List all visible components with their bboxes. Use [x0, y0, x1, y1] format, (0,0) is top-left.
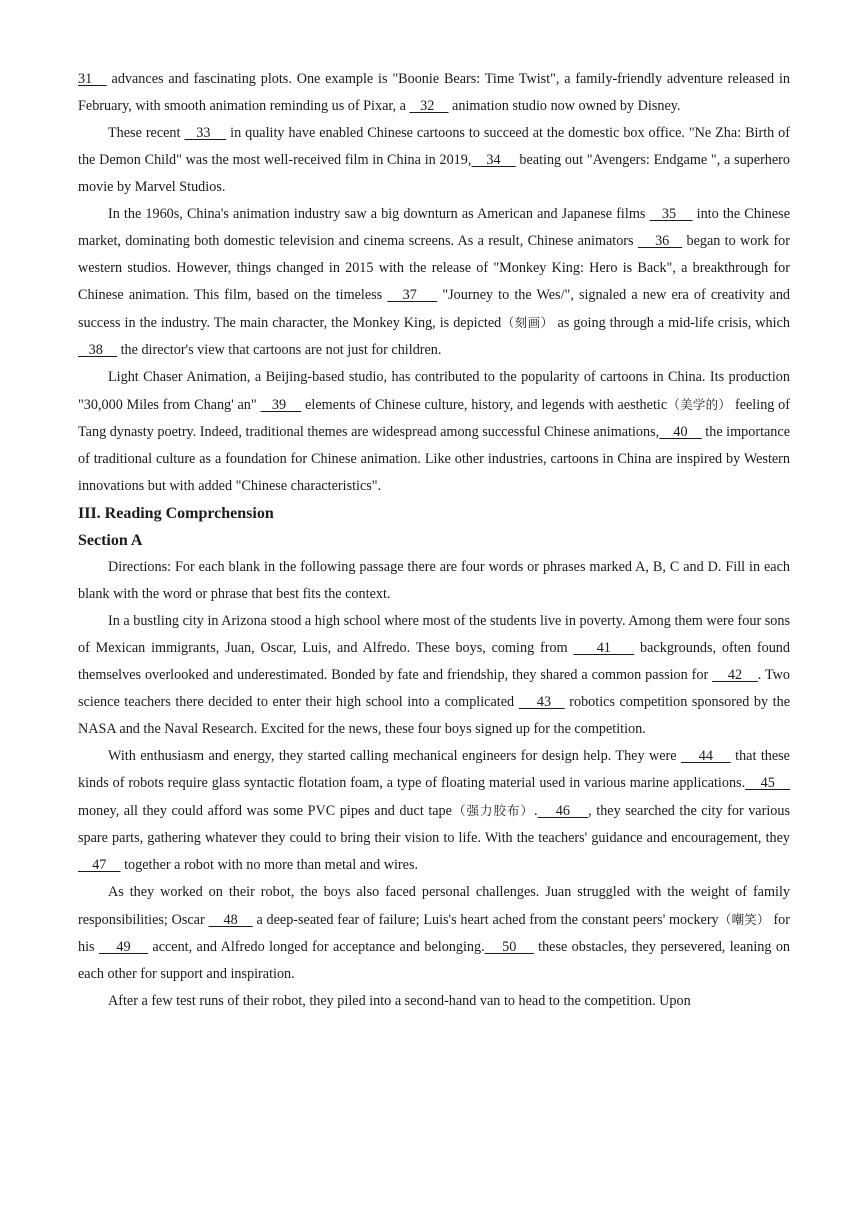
text: accent, and Alfredo longed for acceptance and belonging. [148, 939, 485, 955]
blank-50[interactable]: 50 [484, 939, 534, 955]
blank-37[interactable]: 37 [387, 287, 438, 303]
paragraph-cloze-3 [78, 201, 790, 364]
text: beating out "Avengers: Endgame ", a superhero movie by Marvel Studios. [78, 152, 790, 195]
blank-44[interactable]: 44 [681, 748, 731, 764]
text: elements of Chinese culture, history, and legends with aesthetic [301, 397, 668, 413]
paragraph-passage-1 [78, 608, 790, 743]
blank-47[interactable]: 47 [78, 857, 121, 873]
text: a deep-seated fear of failure; Luis's heart ached from the constant peers' mockery [252, 912, 719, 928]
subsection-heading: Section A [78, 532, 143, 549]
text: After a few test runs of their robot, they piled into a second-hand van to head to the competition. Upon [108, 993, 691, 1009]
blank-32[interactable]: 32 [409, 98, 449, 114]
paragraph-cloze-4 [78, 364, 790, 500]
blank-31[interactable]: 31 [78, 71, 107, 87]
blank-35[interactable]: 35 [649, 206, 693, 222]
text: These recent [108, 125, 185, 141]
text: As they worked on their robot, the boys also faced personal challenges. Juan struggled with the weight of family responsibilities; Oscar [78, 884, 790, 928]
gloss: （美学的） [667, 397, 732, 412]
text: the importance of traditional culture as a foundation for Chinese animation. Like other industries, cartoons in China are inspired by Western innovations but with added "Chinese characteristics". [78, 424, 790, 494]
document-page [78, 66, 790, 1015]
blank-39[interactable]: 39 [260, 397, 302, 413]
text: backgrounds, often found themselves overlooked and underestimated. Bonded by fate and friendship, they shared a common passion for [78, 640, 790, 683]
blank-38[interactable]: 38 [78, 342, 118, 358]
paragraph-passage-4 [78, 988, 790, 1015]
text: In a bustling city in Arizona stood a high school where most of the students live in poverty. Among them were four sons of Mexican immigrants, Juan, Oscar, Luis, and Alfredo. These boys, coming from [78, 613, 790, 656]
text: the director's view that cartoons are not just for children. [117, 342, 442, 358]
text: Light Chaser Animation, a Beijing-based studio, has contributed to the popularity of cartoons in China. Its production "30,000 Miles from Chang' an" [78, 369, 790, 413]
blank-42[interactable]: 42 [712, 667, 758, 683]
blank-40[interactable]: 40 [659, 424, 702, 440]
text: In the 1960s, China's animation industry saw a big downturn as American and Japanese films [108, 206, 650, 222]
text: , they searched the city for various spare parts, gathering whatever they could to bring their vision to life. With the teachers' guidance and encouragement, they [78, 803, 790, 846]
blank-46[interactable]: 46 [537, 803, 589, 819]
blank-33[interactable]: 33 [184, 125, 227, 141]
blank-45[interactable]: 45 [745, 775, 790, 791]
text: "Journey to the Wes/", signaled a new era of creativity and success in the industry. The main character, the Monkey King, is depicted [78, 287, 791, 331]
paragraph-passage-3 [78, 879, 790, 988]
blank-41[interactable]: 41 [573, 640, 635, 656]
gloss: （刻画） [501, 315, 554, 330]
text: as going through a mid-life crisis, which [553, 315, 790, 331]
text: . [534, 803, 538, 819]
blank-36[interactable]: 36 [637, 233, 683, 249]
text: together a robot with no more than metal and wires. [120, 857, 419, 873]
blank-43[interactable]: 43 [518, 694, 565, 710]
text: feeling of Tang dynasty poetry. Indeed, traditional themes are widespread among successful Chinese animations, [78, 397, 791, 440]
text: robotics competition sponsored by the NASA and the Naval Research. Excited for the news, these four boys signed up for the competition. [78, 694, 790, 737]
directions: Directions: For each blank in the following passage there are four words or phrases marked A, B, C and D. Fill in each blank with the word or phrase that best fits the context. [78, 559, 790, 602]
gloss: （强力胶布） [451, 803, 534, 818]
section-heading: III. Reading Comprchension [78, 505, 274, 522]
blank-49[interactable]: 49 [98, 939, 149, 955]
text: began to work for western studios. However, things changed in 2015 with the release of "Monkey King: Hero is Back", a breakthrough for Chinese animation. This film, based on the timeless [78, 233, 790, 303]
paragraph-cloze-1 [78, 66, 790, 120]
text: into the Chinese market, dominating both domestic television and cinema screens. As a result, Chinese animators [78, 206, 790, 249]
text: . Two science teachers there decided to enter their high school into a complicated [78, 667, 790, 710]
text: that these kinds of robots require glass syntactic flotation foam, a type of floating material used in various marine applications. [78, 748, 790, 791]
text: for his [78, 912, 791, 955]
blank-48[interactable]: 48 [208, 912, 253, 928]
text: advances and fascinating plots. One example is "Boonie Bears: Time Twist", a family-friendly adventure released in February, with smooth animation reminding us of Pixar, a [78, 71, 791, 114]
paragraph-cloze-2 [78, 120, 790, 201]
text: these obstacles, they persevered, leaning on each other for support and inspiration. [78, 939, 791, 982]
paragraph-passage-2 [78, 743, 790, 879]
text: in quality have enabled Chinese cartoons to succeed at the domestic box office. "Ne Zha: Birth of the Demon Child" was the most well-received film in China in 2019, [78, 125, 790, 168]
gloss: （嘲笑） [718, 912, 770, 927]
text: animation studio now owned by Disney. [448, 98, 681, 114]
blank-34[interactable]: 34 [471, 152, 516, 168]
text: With enthusiasm and energy, they started calling mechanical engineers for design help. They were [108, 748, 682, 764]
text: money, all they could afford was some PVC pipes and duct tape [78, 803, 452, 819]
